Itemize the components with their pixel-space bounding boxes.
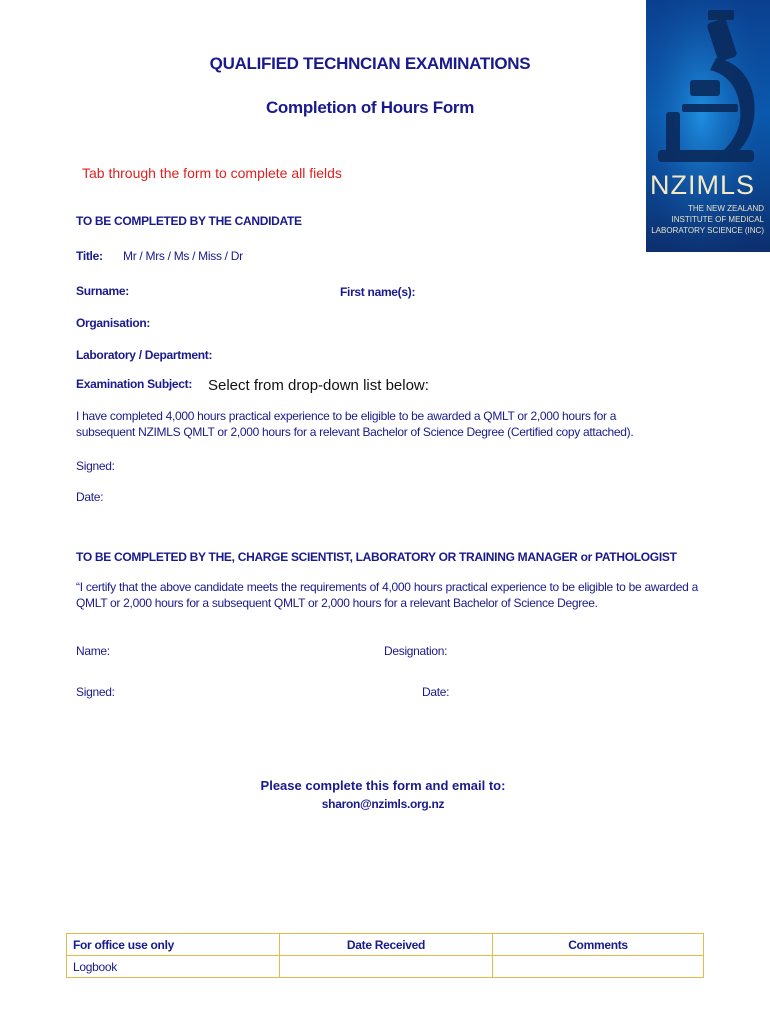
form-subtitle: Completion of Hours Form (265, 98, 475, 117)
logo-line-3: LABORATORY SCIENCE (INC) (651, 226, 764, 235)
organisation-input[interactable] (156, 314, 636, 330)
table-header-comments: Comments (493, 934, 704, 956)
title-options-field[interactable]: Mr / Mrs / Ms / Miss / Dr (123, 249, 243, 263)
laboratory-input[interactable] (220, 346, 640, 362)
logo-line-2: INSTITUTE OF MEDICAL (671, 215, 764, 224)
manager-signed-input[interactable] (120, 683, 370, 699)
table-cell-comments[interactable] (493, 956, 704, 978)
firstname-label: First name(s): (340, 285, 416, 299)
candidate-signed-input[interactable] (120, 457, 420, 473)
exam-subject-dropdown[interactable]: Select from drop-down list below: (208, 377, 429, 394)
email-address-link[interactable]: sharon@nzimls.org.nz (321, 797, 445, 811)
surname-input[interactable] (134, 282, 324, 298)
manager-signed-label: Signed: (76, 685, 115, 699)
organisation-label: Organisation: (76, 316, 151, 330)
manager-name-label: Name: (76, 644, 110, 658)
email-instruction: Please complete this form and email to: (260, 778, 506, 793)
candidate-date-input[interactable] (110, 488, 310, 504)
laboratory-label: Laboratory / Department: (76, 348, 213, 362)
candidate-section-heading: TO BE COMPLETED BY THE CANDIDATE (76, 214, 302, 228)
office-use-table (66, 933, 704, 978)
table-header-date-received: Date Received (280, 934, 493, 956)
logo-line-1: THE NEW ZEALAND (687, 204, 764, 213)
candidate-date-label: Date: (76, 490, 104, 504)
tab-instruction: Tab through the form to complete all fields (82, 165, 342, 181)
designation-input[interactable] (450, 642, 690, 658)
candidate-declaration: I have completed 4,000 hours practical experience to be eligible to be awarded a QMLT or 2,000 hours for a subsequent NZIMLS QMLT or 2,000 hours for a relevant Bachelor of Science Degree (Certified copy attached). (76, 409, 634, 439)
table-cell-logbook: Logbook (67, 956, 280, 978)
table-row (67, 956, 704, 978)
designation-label: Designation: (384, 644, 448, 658)
manager-name-input[interactable] (112, 642, 362, 658)
firstname-input[interactable] (420, 282, 640, 298)
table-cell-date-received[interactable] (280, 956, 493, 978)
table-header-office-use: For office use only (67, 934, 280, 956)
title-label: Title: (76, 249, 103, 263)
candidate-signed-label: Signed: (76, 459, 115, 473)
nzimls-logo (646, 0, 770, 252)
exam-subject-label: Examination Subject: (76, 377, 193, 391)
form-title: QUALIFIED TECHNCIAN EXAMINATIONS (209, 54, 531, 73)
manager-certification: “I certify that the above candidate meets the requirements of 4,000 hours practical experience to be eligible to be awarded a QMLT or 2,000 hours for a subsequent QMLT or 2,000 hours for a relevant Bachelor of Science Degree. (76, 580, 698, 610)
manager-date-input[interactable] (455, 683, 655, 699)
surname-label: Surname: (76, 284, 129, 298)
table-header-row (67, 934, 704, 956)
manager-date-label: Date: (422, 685, 450, 699)
logo-wordmark: NZIMLS (650, 170, 756, 200)
manager-section-heading: TO BE COMPLETED BY THE, CHARGE SCIENTIST, LABORATORY OR TRAINING MANAGER or PATHOLOGIST (76, 550, 677, 564)
